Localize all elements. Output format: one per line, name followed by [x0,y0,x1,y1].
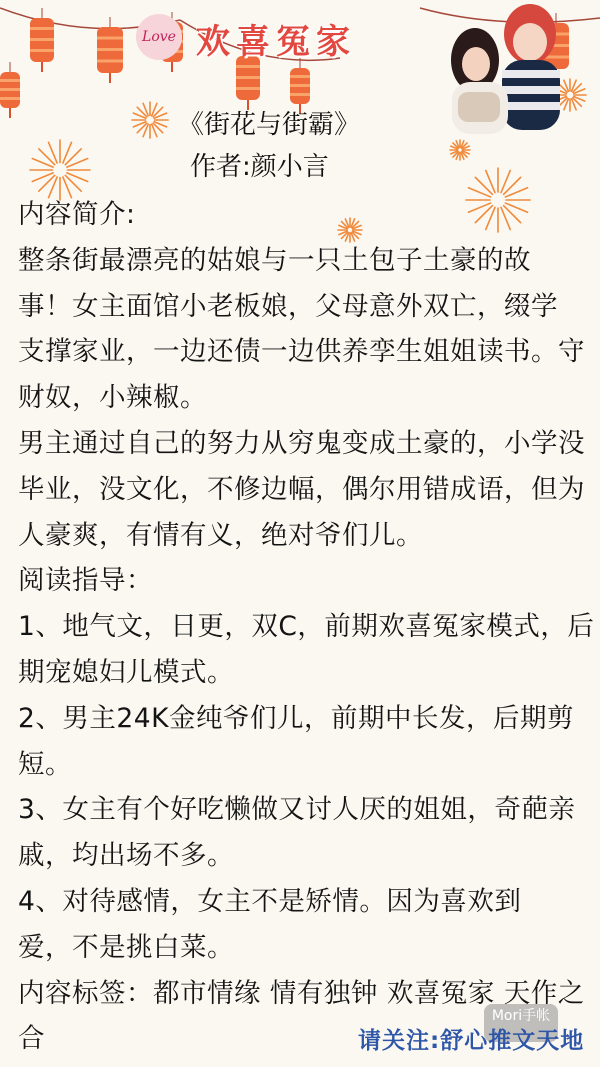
lantern-icon [0,62,20,118]
text-line: 财奴，小辣椒。 [18,382,207,414]
couple-illustration [370,0,590,145]
synopsis-text [18,192,595,1062]
text-line: 爱，不是挑白菜。 [18,931,234,963]
text-line: 支撑家业，一边还债一边供养孪生姐姐读书。守 [18,336,585,368]
text-line: 戚，均出场不多。 [18,840,234,872]
text-line: 合 [18,1023,45,1055]
text-line: 短。 [18,748,72,780]
lantern-icon [30,8,54,72]
text-line: 1、地气文，日更，双C，前期欢喜冤家模式，后 [18,611,595,643]
follow-footer: 请关注:舒心推文天地 [358,1028,585,1054]
text-line: 男主通过自己的努力从穷鬼变成土豪的，小学没 [18,427,585,459]
author-line: 作者:颜小言 [190,152,329,182]
lantern-icon [97,17,123,83]
banner-title: 欢喜冤家 [196,22,356,62]
text-line: 人豪爽，有情有义，绝对爷们儿。 [18,519,423,551]
text-line: 3、女主有个好吃懒做又讨人厌的姐姐，奇葩亲 [18,794,576,826]
text-line: 整条街最漂亮的姑娘与一只土包子土豪的故 [18,244,531,276]
firework-icon [30,140,90,200]
book-title: 《街花与街霸》 [178,110,361,140]
firework-icon [132,102,168,138]
text-line: 阅读指导： [18,565,153,597]
watermark-text: Mori手帐 [491,1008,551,1024]
text-line: 毕业，没文化，不修边幅，偶尔用错成语，但为 [18,473,585,505]
love-badge: Love [136,14,182,60]
text-line: 4、对待感情，女主不是矫情。因为喜欢到 [18,885,522,917]
text-line: 期宠媳妇儿模式。 [18,656,234,688]
text-line: 内容标签：都市情缘 情有独钟 欢喜冤家 天作之 [18,977,585,1009]
text-line: 内容简介: [18,199,136,230]
text-line: 事！女主面馆小老板娘，父母意外双亡，缀学 [18,290,558,322]
text-line: 2、男主24K金纯爷们儿，前期中长发，后期剪 [18,702,574,734]
